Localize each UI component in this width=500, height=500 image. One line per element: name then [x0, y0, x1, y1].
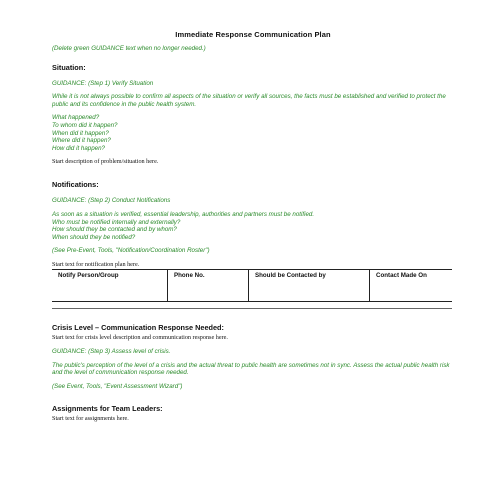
assignments-start-text[interactable]: Start text for assignments here. [52, 415, 129, 423]
situation-question: To whom did it happen? [52, 121, 118, 129]
table-row [52, 281, 452, 302]
crisis-level-reference: (See Event, Tools, "Event Assessment Wizard") [52, 382, 183, 390]
situation-body: While it is not always possible to confirm all aspects of the situation or verify all sources, the facts must be established and verified to protect the public and its confidence in the public health system. [52, 93, 446, 108]
table-header-phone: Phone No. [168, 269, 249, 281]
section-divider [52, 308, 452, 309]
table-cell[interactable] [370, 281, 453, 302]
notifications-line: Who must be notified internally and externally? [52, 218, 181, 226]
crisis-level-body: The public's perception of the level of a crisis and the actual threat to public health are sometimes not in sync. Assess the actual public health risk and the level of communication response needed. [52, 361, 450, 377]
situation-start-text[interactable]: Start description of problem/situation here. [52, 158, 159, 166]
crisis-level-guidance: GUIDANCE: (Step 3) Assess level of crisis. [52, 347, 171, 355]
notifications-heading: Notifications: [52, 180, 99, 190]
notification-table [52, 269, 452, 302]
table-header-contacted-by: Should be Contacted by [249, 269, 370, 281]
situation-heading: Situation: [52, 62, 86, 72]
situation-question: How did it happen? [52, 144, 105, 152]
notifications-line: How should they be contacted and by whom? [52, 226, 177, 234]
table-header-notify-person: Notify Person/Group [52, 269, 168, 281]
delete-guidance-note: (Delete green GUIDANCE text when no longer needed.) [52, 45, 206, 52]
notifications-line: As soon as a situation is verified, essential leadership, authorities and partners must be notified. [52, 210, 315, 218]
situation-question: What happened? [52, 114, 100, 122]
crisis-level-start-text[interactable]: Start text for crisis level description and communication response here. [52, 333, 228, 341]
situation-guidance: GUIDANCE: (Step 1) Verify Situation [52, 79, 154, 87]
situation-question: When did it happen? [52, 129, 109, 137]
table-cell[interactable] [249, 281, 370, 302]
notifications-reference: (See Pre-Event, Tools, "Notification/Coordination Roster") [52, 247, 210, 255]
crisis-level-heading: Crisis Level – Communication Response Needed: [52, 322, 224, 332]
assignments-heading: Assignments for Team Leaders: [52, 404, 163, 414]
notifications-start-text[interactable]: Start text for notification plan here. [52, 260, 140, 268]
table-cell[interactable] [52, 281, 168, 302]
document-title: Immediate Response Communication Plan [175, 30, 331, 39]
notifications-guidance: GUIDANCE: (Step 2) Conduct Notifications [52, 197, 171, 205]
situation-question: Where did it happen? [52, 137, 111, 145]
situation-questions [52, 114, 454, 152]
table-header-contact-made-on: Contact Made On [370, 269, 453, 281]
notifications-line: When should they be notified? [52, 233, 136, 241]
table-cell[interactable] [168, 281, 249, 302]
